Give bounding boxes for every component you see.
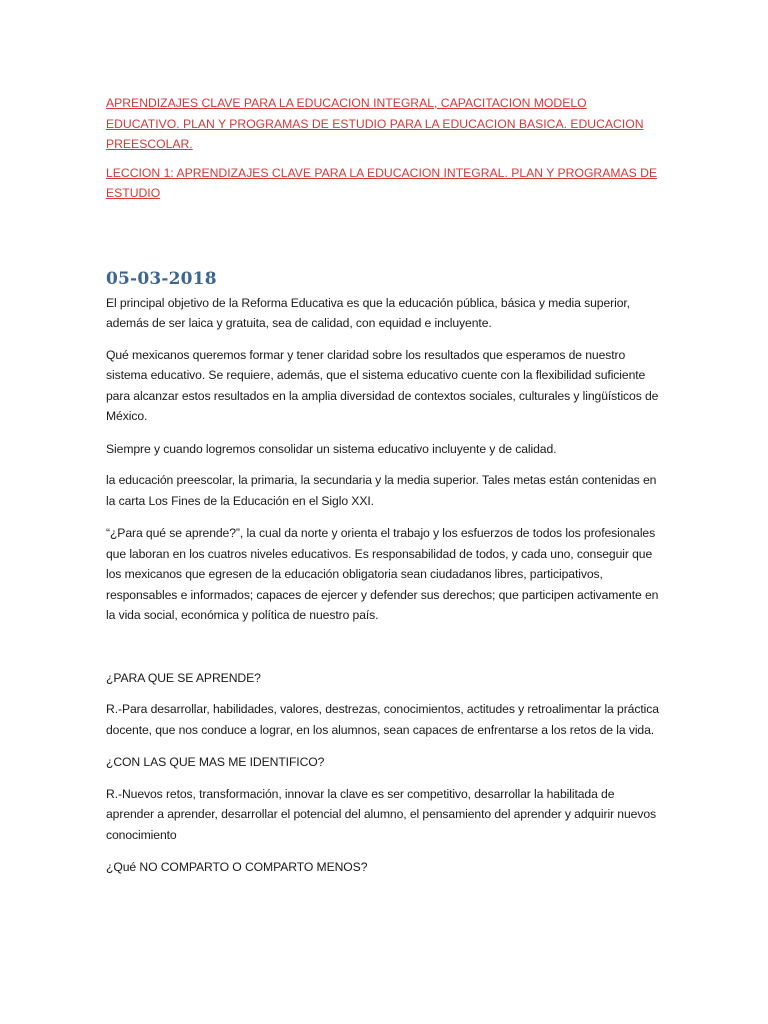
question-para-que: ¿PARA QUE SE APRENDE? [106,670,261,685]
paragraph-objective: El principal objetivo de la Reforma Educativa es que la educación pública, básica y media superior, además de ser laica y gratuita, sea de calidad, con equidad e incluyente. [106,295,630,330]
answer-para-que: R.-Para desarrollar, habilidades, valores, destrezas, conocimientos, actitudes y retroalimentar la práctica docente, que nos conduce a lograr, en los alumnos, sean capaces de enfrentarse a los retos de la vida. [106,702,659,737]
paragraph-mexicans: Qué mexicanos queremos formar y tener claridad sobre los resultados que esperamos de nuestro sistema educativo. Se requiere, además, que el sistema educativo cuente con la flexibilidad suficiente para alcanzar estos resultados en la amplia diversidad de contextos sociales, culturales y lingüísticos de México. [106,347,659,423]
paragraph-consolidate: Siempre y cuando logremos consolidar un sistema educativo incluyente y de calidad. [106,441,557,456]
document-title-link[interactable]: APRENDIZAJES CLAVE PARA LA EDUCACION INTEGRAL, CAPACITACION MODELO EDUCATIVO. PLAN Y PROGRAMAS DE ESTUDIO PARA LA EDUCACION BASICA. EDUCACION PREESCOLAR. [106,96,644,151]
paragraph-levels: la educación preescolar, la primaria, la secundaria y la media superior. Tales metas están contenidas en la carta Los Fines de la Educación en el Siglo XXI. [106,473,657,508]
paragraph-para-que: “¿Para qué se aprende?”, la cual da norte y orienta el trabajo y los esfuerzos de todos los profesionales que laboran en los cuatros niveles educativos. Es responsabilidad de todos, y cada uno, conseguir que los mexicanos que egresen de la educación obligatoria sean ciudadanos libres, participativos, responsables e informados; capaces de ejercer y defender sus derechos; que participen activamente en la vida social, económica y política de nuestro país. [106,526,659,622]
lesson-title-link[interactable]: LECCION 1: APRENDIZAJES CLAVE PARA LA EDUCACION INTEGRAL. PLAN Y PROGRAMAS DE ESTUDIO [106,165,658,200]
question-identifico: ¿CON LAS QUE MAS ME IDENTIFICO? [106,755,325,769]
question-no-comparto: ¿Qué NO COMPARTO O COMPARTO MENOS? [106,860,368,874]
document-content [106,93,662,878]
answer-identifico: R.-Nuevos retos, transformación, innovar la clave es ser competitivo, desarrollar la habilitada de aprender a aprender, desarrollar el potencial del alumno, el pensamiento del aprender y adquirir nuevos conocimiento [106,786,656,842]
entry-date: 05-03-2018 [106,268,217,289]
